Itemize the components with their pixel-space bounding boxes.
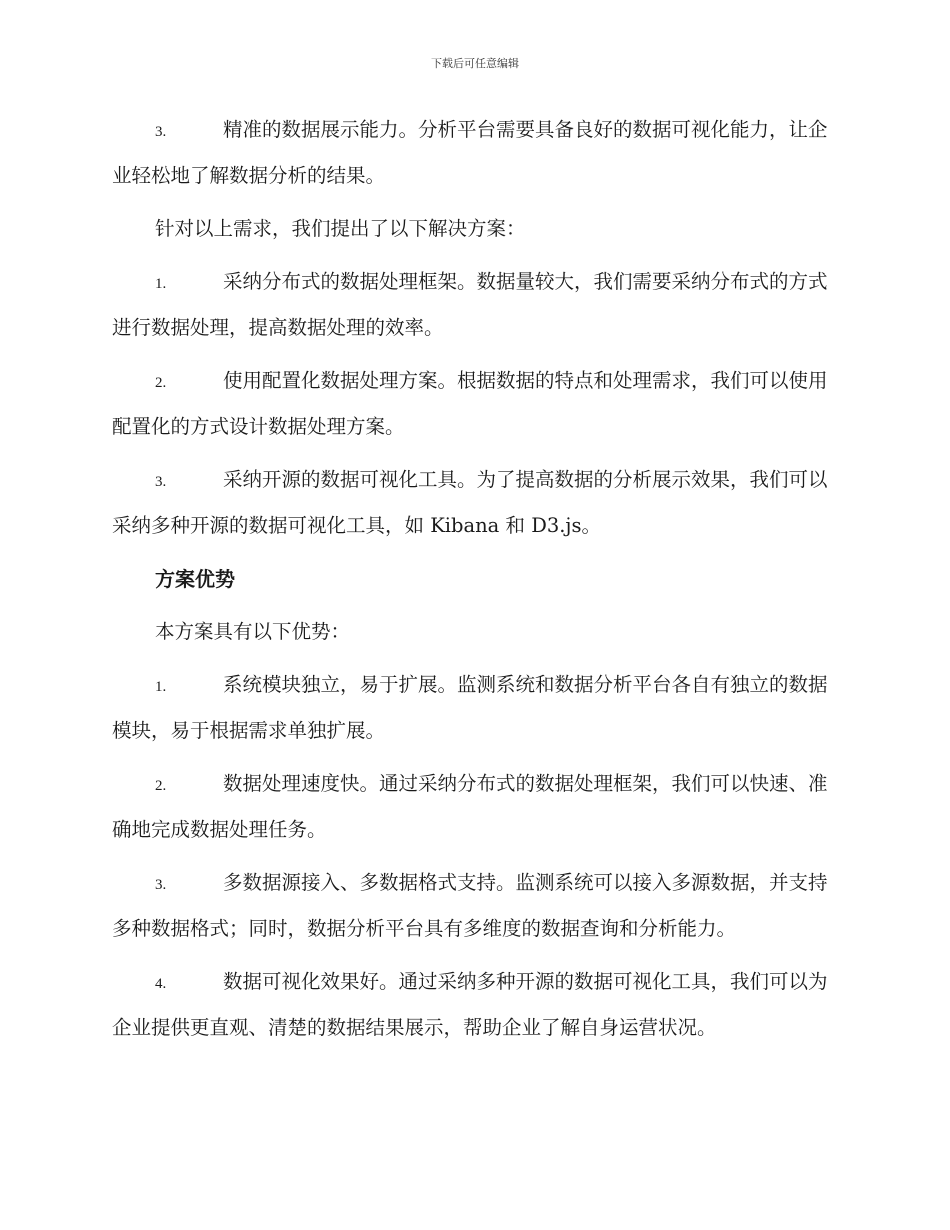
list-number: 2. [155, 778, 167, 794]
section-heading: 方案优势 [155, 567, 235, 591]
list-number: 3. [155, 877, 167, 893]
list-number: 3. [155, 124, 167, 140]
page-header: 下载后可任意编辑 [431, 57, 519, 70]
list-number: 1. [155, 276, 167, 292]
list-number: 2. [155, 375, 167, 391]
list-item [112, 108, 834, 198]
list-item [112, 861, 834, 951]
list-number: 4. [155, 976, 167, 992]
list-item [112, 960, 834, 1050]
list-text: 数据处理速度快。通过采纳分布式的数据处理框架，我们可以快速、准确地完成数据处理任务。 [112, 772, 828, 841]
paragraph: 针对以上需求，我们提出了以下解决方案： [155, 217, 526, 240]
list-text: 采纳分布式的数据处理框架。数据量较大，我们需要采纳分布式的方式进行数据处理，提高数据处理的效率。 [112, 270, 828, 339]
list-number: 1. [155, 679, 167, 695]
list-item [112, 762, 834, 852]
list-text: 数据可视化效果好。通过采纳多种开源的数据可视化工具，我们可以为企业提供更直观、清楚的数据结果展示，帮助企业了解自身运营状况。 [112, 970, 828, 1039]
list-text: 多数据源接入、多数据格式支持。监测系统可以接入多源数据，并支持多种数据格式；同时，数据分析平台具有多维度的数据查询和分析能力。 [112, 871, 828, 940]
list-text: 采纳开源的数据可视化工具。为了提高数据的分析展示效果，我们可以采纳多种开源的数据可视化工具，如 Kibana 和 D3.js。 [112, 468, 828, 537]
list-item [112, 458, 834, 548]
list-text: 精准的数据展示能力。分析平台需要具备良好的数据可视化能力，让企业轻松地了解数据分析的结果。 [112, 118, 828, 187]
list-item [112, 359, 834, 449]
document-body [112, 108, 834, 1059]
paragraph: 本方案具有以下优势： [155, 620, 351, 643]
list-text: 系统模块独立，易于扩展。监测系统和数据分析平台各自有独立的数据模块，易于根据需求单独扩展。 [112, 673, 828, 742]
list-number: 3. [155, 474, 167, 490]
list-item [112, 260, 834, 350]
list-item [112, 663, 834, 753]
list-text: 使用配置化数据处理方案。根据数据的特点和处理需求，我们可以使用配置化的方式设计数据处理方案。 [112, 369, 828, 438]
